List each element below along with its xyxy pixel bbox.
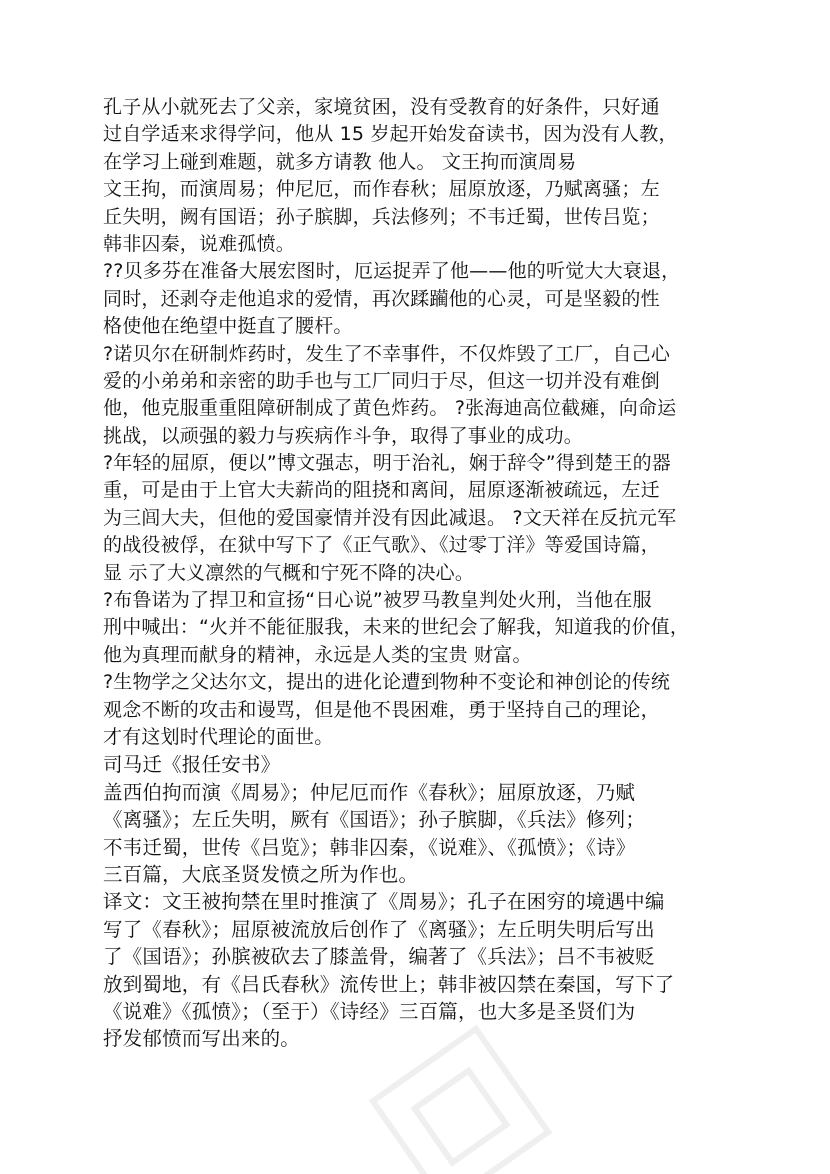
text-line: 《离骚》；左丘失明，厥有《国语》；孙子膑脚，《兵法》修列； bbox=[103, 808, 646, 832]
text-line: 他为真理而献身的精神，永远是人类的宝贵 财富。 bbox=[103, 643, 532, 666]
text-line: 放到蜀地，有《吕氏春秋》流传世上；韩非被囚禁在秦国，写下了 bbox=[103, 972, 675, 996]
text-line: 显 示了大义凛然的气概和宁死不降的决心。 bbox=[103, 561, 475, 584]
text-line: 丘失明，阙有国语；孙子膑脚，兵法修列；不韦迁蜀，世传吕览； bbox=[103, 205, 660, 228]
text-line: 《说难》《孤愤》；（至于）《诗经》三百篇，也大多是圣贤们为 bbox=[103, 999, 636, 1023]
text-line: 格使他在绝望中挺直了腰杆。 bbox=[103, 315, 353, 338]
text-line: 文王拘，而演周易；仲尼厄，而作春秋；屈原放逐，乃赋离骚；左 bbox=[103, 178, 660, 201]
text-line: 过自学适来求得学问，他从 15 岁起开始发奋读书，因为没有人教， bbox=[103, 123, 678, 146]
text-line: 译文：文王被拘禁在里时推演了《周易》；孔子在困穷的境遇中编 bbox=[103, 890, 665, 914]
text-line: 在学习上碰到难题，就多方请教 他人。 文王拘而演周易 bbox=[103, 150, 577, 173]
text-line: ?年轻的屈原，便以”博文强志，明于治礼，娴于辞令”得到楚王的器 bbox=[103, 452, 671, 475]
text-line: 盖西伯拘而演《周易》；仲尼厄而作《春秋》；屈原放逐，乃赋 bbox=[103, 780, 636, 804]
text-line: 抒发郁愤而写出来的。 bbox=[103, 1027, 301, 1051]
text-line: ?生物学之父达尔文，提出的进化论遭到物种不变论和神创论的传统 bbox=[103, 671, 671, 694]
text-line: 为三闾大夫，但他的爱国豪情并没有因此减退。 ?文天祥在反抗元军 bbox=[103, 506, 677, 529]
text-line: ?诺贝尔在研制炸药时，发生了不幸事件，不仅炸毁了工厂，自己心 bbox=[103, 342, 671, 365]
text-line: 的战役被俘，在狱中写下了《正气歌》、《过零丁洋》等爱国诗篇， bbox=[103, 534, 661, 557]
text-line: 写了《春秋》；屈原被流放后创作了《离骚》；左丘明失明后写出 bbox=[103, 917, 655, 941]
text-line: 挑战，以顽强的毅力与疾病作斗争，取得了事业的成功。 bbox=[103, 424, 584, 447]
text-line: ??贝多芬在准备大展宏图时，厄运捉弄了他——他的听觉大大衰退， bbox=[103, 260, 681, 283]
document-body bbox=[103, 94, 753, 1053]
text-line: 孔子从小就死去了父亲，家境贫困，没有受教育的好条件，只好通 bbox=[103, 96, 660, 118]
text-line: 刑中喊出：“火并不能征服我，未来的世纪会了解我，知道我的价值， bbox=[103, 616, 690, 639]
text-line: 才有这划时代理论的面世。 bbox=[103, 725, 334, 748]
text-line: 司马迁《报任安书》 bbox=[103, 753, 281, 777]
text-line: 爱的小弟弟和亲密的助手也与工厂同归于尽，但这一切并没有难倒 bbox=[103, 369, 660, 392]
text-line: 他，他克服重重阻障研制成了黄色炸药。 ?张海迪高位截瘫，向命运 bbox=[103, 397, 677, 420]
text-line: 同时，还剥夺走他追求的爱情，再次蹂躏他的心灵，可是坚毅的性 bbox=[103, 287, 660, 310]
text-line: 重，可是由于上官大夫薪尚的阻挠和离间，屈原逐渐被疏远，左迁 bbox=[103, 479, 660, 502]
text-line: 韩非囚秦，说难孤愤。 bbox=[103, 232, 296, 255]
text-line: 了《国语》；孙膑被砍去了膝盖骨，编著了《兵法》；吕不韦被贬 bbox=[103, 945, 655, 969]
text-line: ?布鲁诺为了捍卫和宣扬“日心说”被罗马教皇判处火刑，当他在服 bbox=[103, 589, 652, 612]
text-line: 不韦迁蜀，世传《吕览》；韩非囚秦，《说难》、《孤愤》；《诗》 bbox=[103, 835, 636, 859]
text-line: 三百篇，大底圣贤发愤之所为作也。 bbox=[103, 862, 419, 886]
text-line: 观念不断的攻击和谩骂，但是他不畏困难，勇于坚持自己的理论， bbox=[103, 698, 660, 721]
